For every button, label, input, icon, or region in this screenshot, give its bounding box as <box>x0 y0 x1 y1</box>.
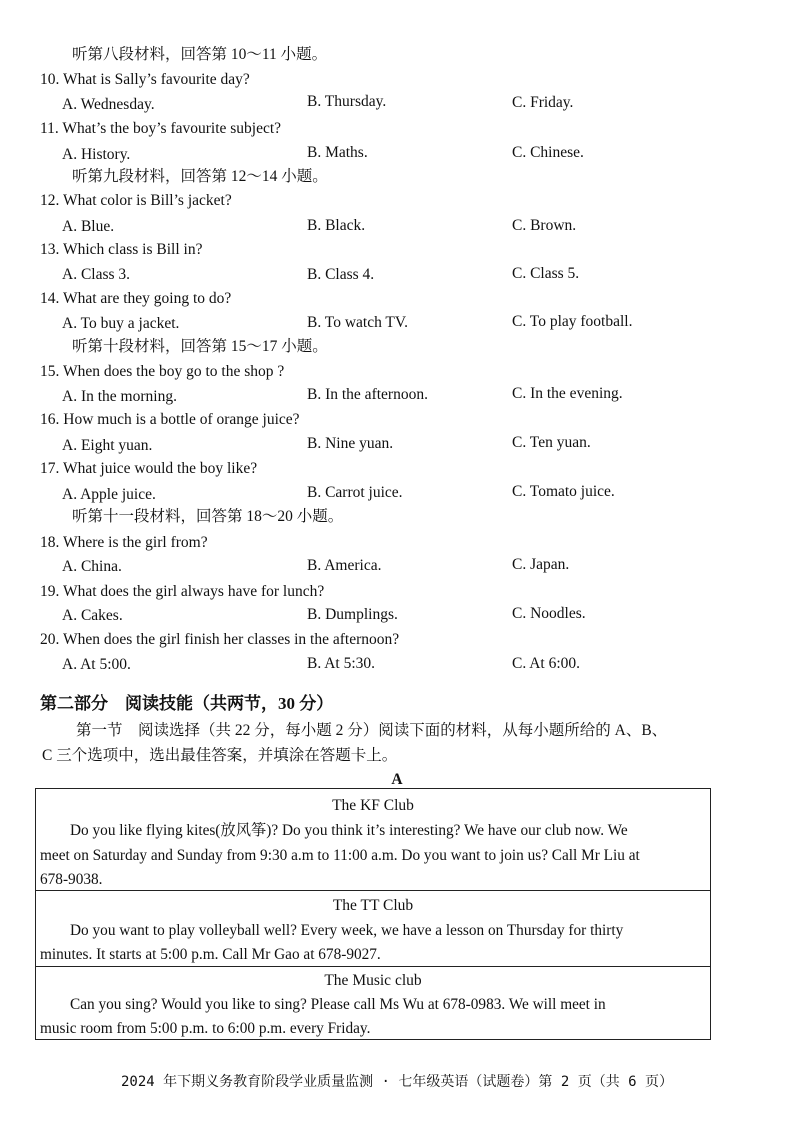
question-17: 17. What juice would the boy like? <box>40 460 258 477</box>
option-a: A. Class 3. <box>62 266 131 283</box>
option-a: A. In the morning. <box>62 388 177 405</box>
option-a: A. Apple juice. <box>62 486 156 503</box>
option-b: B. In the afternoon. <box>307 386 428 403</box>
option-a: A. To buy a jacket. <box>62 315 180 332</box>
option-c: C. Brown. <box>512 217 577 234</box>
option-c: C. Ten yuan. <box>512 434 591 451</box>
section-heading-9: 听第九段材料，回答第 12～14 小题。 <box>72 168 328 185</box>
club-title: The TT Club <box>332 897 414 914</box>
clubs-box <box>35 788 711 1040</box>
section-heading-8: 听第八段材料，回答第 10～11 小题。 <box>72 46 328 63</box>
page-footer: 2024 年下期义务教育阶段学业质量监测 · 七年级英语（试题卷）第 2 页（共 6 页） <box>120 1074 673 1090</box>
part2-title: 第二部分 阅读技能（共两节，30 分） <box>40 694 334 713</box>
option-b: B. Black. <box>307 217 366 234</box>
question-20: 20. When does the girl finish her classes in the afternoon? <box>40 631 400 648</box>
option-a: A. China. <box>62 558 122 575</box>
club-text-line: minutes. It starts at 5:00 p.m. Call Mr Gao at 678-9027. <box>40 946 381 963</box>
option-c: C. In the evening. <box>512 385 623 402</box>
question-10: 10. What is Sally’s favourite day? <box>40 71 250 88</box>
part2-instruction-line2: C 三个选项中，选出最佳答案，并填涂在答题卡上。 <box>42 747 398 764</box>
question-19: 19. What does the girl always have for lunch? <box>40 583 325 600</box>
option-c: C. Friday. <box>512 94 574 111</box>
club-text-line: meet on Saturday and Sunday from 9:30 a.m to 11:00 a.m. Do you want to join us? Call Mr Liu at <box>40 847 640 864</box>
divider <box>36 966 710 967</box>
option-a: A. Wednesday. <box>62 96 155 113</box>
option-a: A. Blue. <box>62 218 115 235</box>
option-a: A. At 5:00. <box>62 656 131 673</box>
club-text-line: 678-9038. <box>40 871 103 888</box>
divider <box>36 890 710 891</box>
option-b: B. Class 4. <box>307 266 375 283</box>
question-11: 11. What’s the boy’s favourite subject? <box>40 120 282 137</box>
club-title: The Music club <box>324 972 422 989</box>
question-14: 14. What are they going to do? <box>40 290 232 307</box>
section-heading-11: 听第十一段材料，回答第 18～20 小题。 <box>72 508 344 525</box>
question-12: 12. What color is Bill’s jacket? <box>40 192 232 209</box>
club-text-line: Do you like flying kites(放风筝)? Do you think it’s interesting? We have our club now. We <box>70 822 628 839</box>
passage-label: A <box>391 771 403 788</box>
option-b: B. Thursday. <box>307 93 387 110</box>
option-b: B. Dumplings. <box>307 606 398 623</box>
option-a: A. Eight yuan. <box>62 437 153 454</box>
option-b: B. Carrot juice. <box>307 484 403 501</box>
option-c: C. Class 5. <box>512 265 580 282</box>
section-heading-10: 听第十段材料，回答第 15～17 小题。 <box>72 338 328 355</box>
club-text-line: music room from 5:00 p.m. to 6:00 p.m. every Friday. <box>40 1020 371 1037</box>
question-16: 16. How much is a bottle of orange juice? <box>40 411 300 428</box>
question-13: 13. Which class is Bill in? <box>40 241 203 258</box>
option-a: A. History. <box>62 146 131 163</box>
question-18: 18. Where is the girl from? <box>40 534 208 551</box>
option-b: B. At 5:30. <box>307 655 376 672</box>
option-c: C. At 6:00. <box>512 655 581 672</box>
option-c: C. Tomato juice. <box>512 483 615 500</box>
club-title: The KF Club <box>332 797 414 814</box>
option-b: B. To watch TV. <box>307 314 408 331</box>
club-text-line: Can you sing? Would you like to sing? Please call Ms Wu at 678-0983. We will meet in <box>70 996 606 1013</box>
part2-instruction-line1: 第一节 阅读选择（共 22 分，每小题 2 分）阅读下面的材料，从每小题所给的 A、B、 <box>76 722 668 739</box>
option-c: C. Chinese. <box>512 144 584 161</box>
option-b: B. America. <box>307 557 382 574</box>
option-a: A. Cakes. <box>62 607 123 624</box>
option-c: C. To play football. <box>512 313 633 330</box>
question-15: 15. When does the boy go to the shop ? <box>40 363 285 380</box>
club-text-line: Do you want to play volleyball well? Every week, we have a lesson on Thursday for thirty <box>70 922 624 939</box>
option-c: C. Noodles. <box>512 605 586 622</box>
option-b: B. Maths. <box>307 144 368 161</box>
option-c: C. Japan. <box>512 556 570 573</box>
option-b: B. Nine yuan. <box>307 435 394 452</box>
